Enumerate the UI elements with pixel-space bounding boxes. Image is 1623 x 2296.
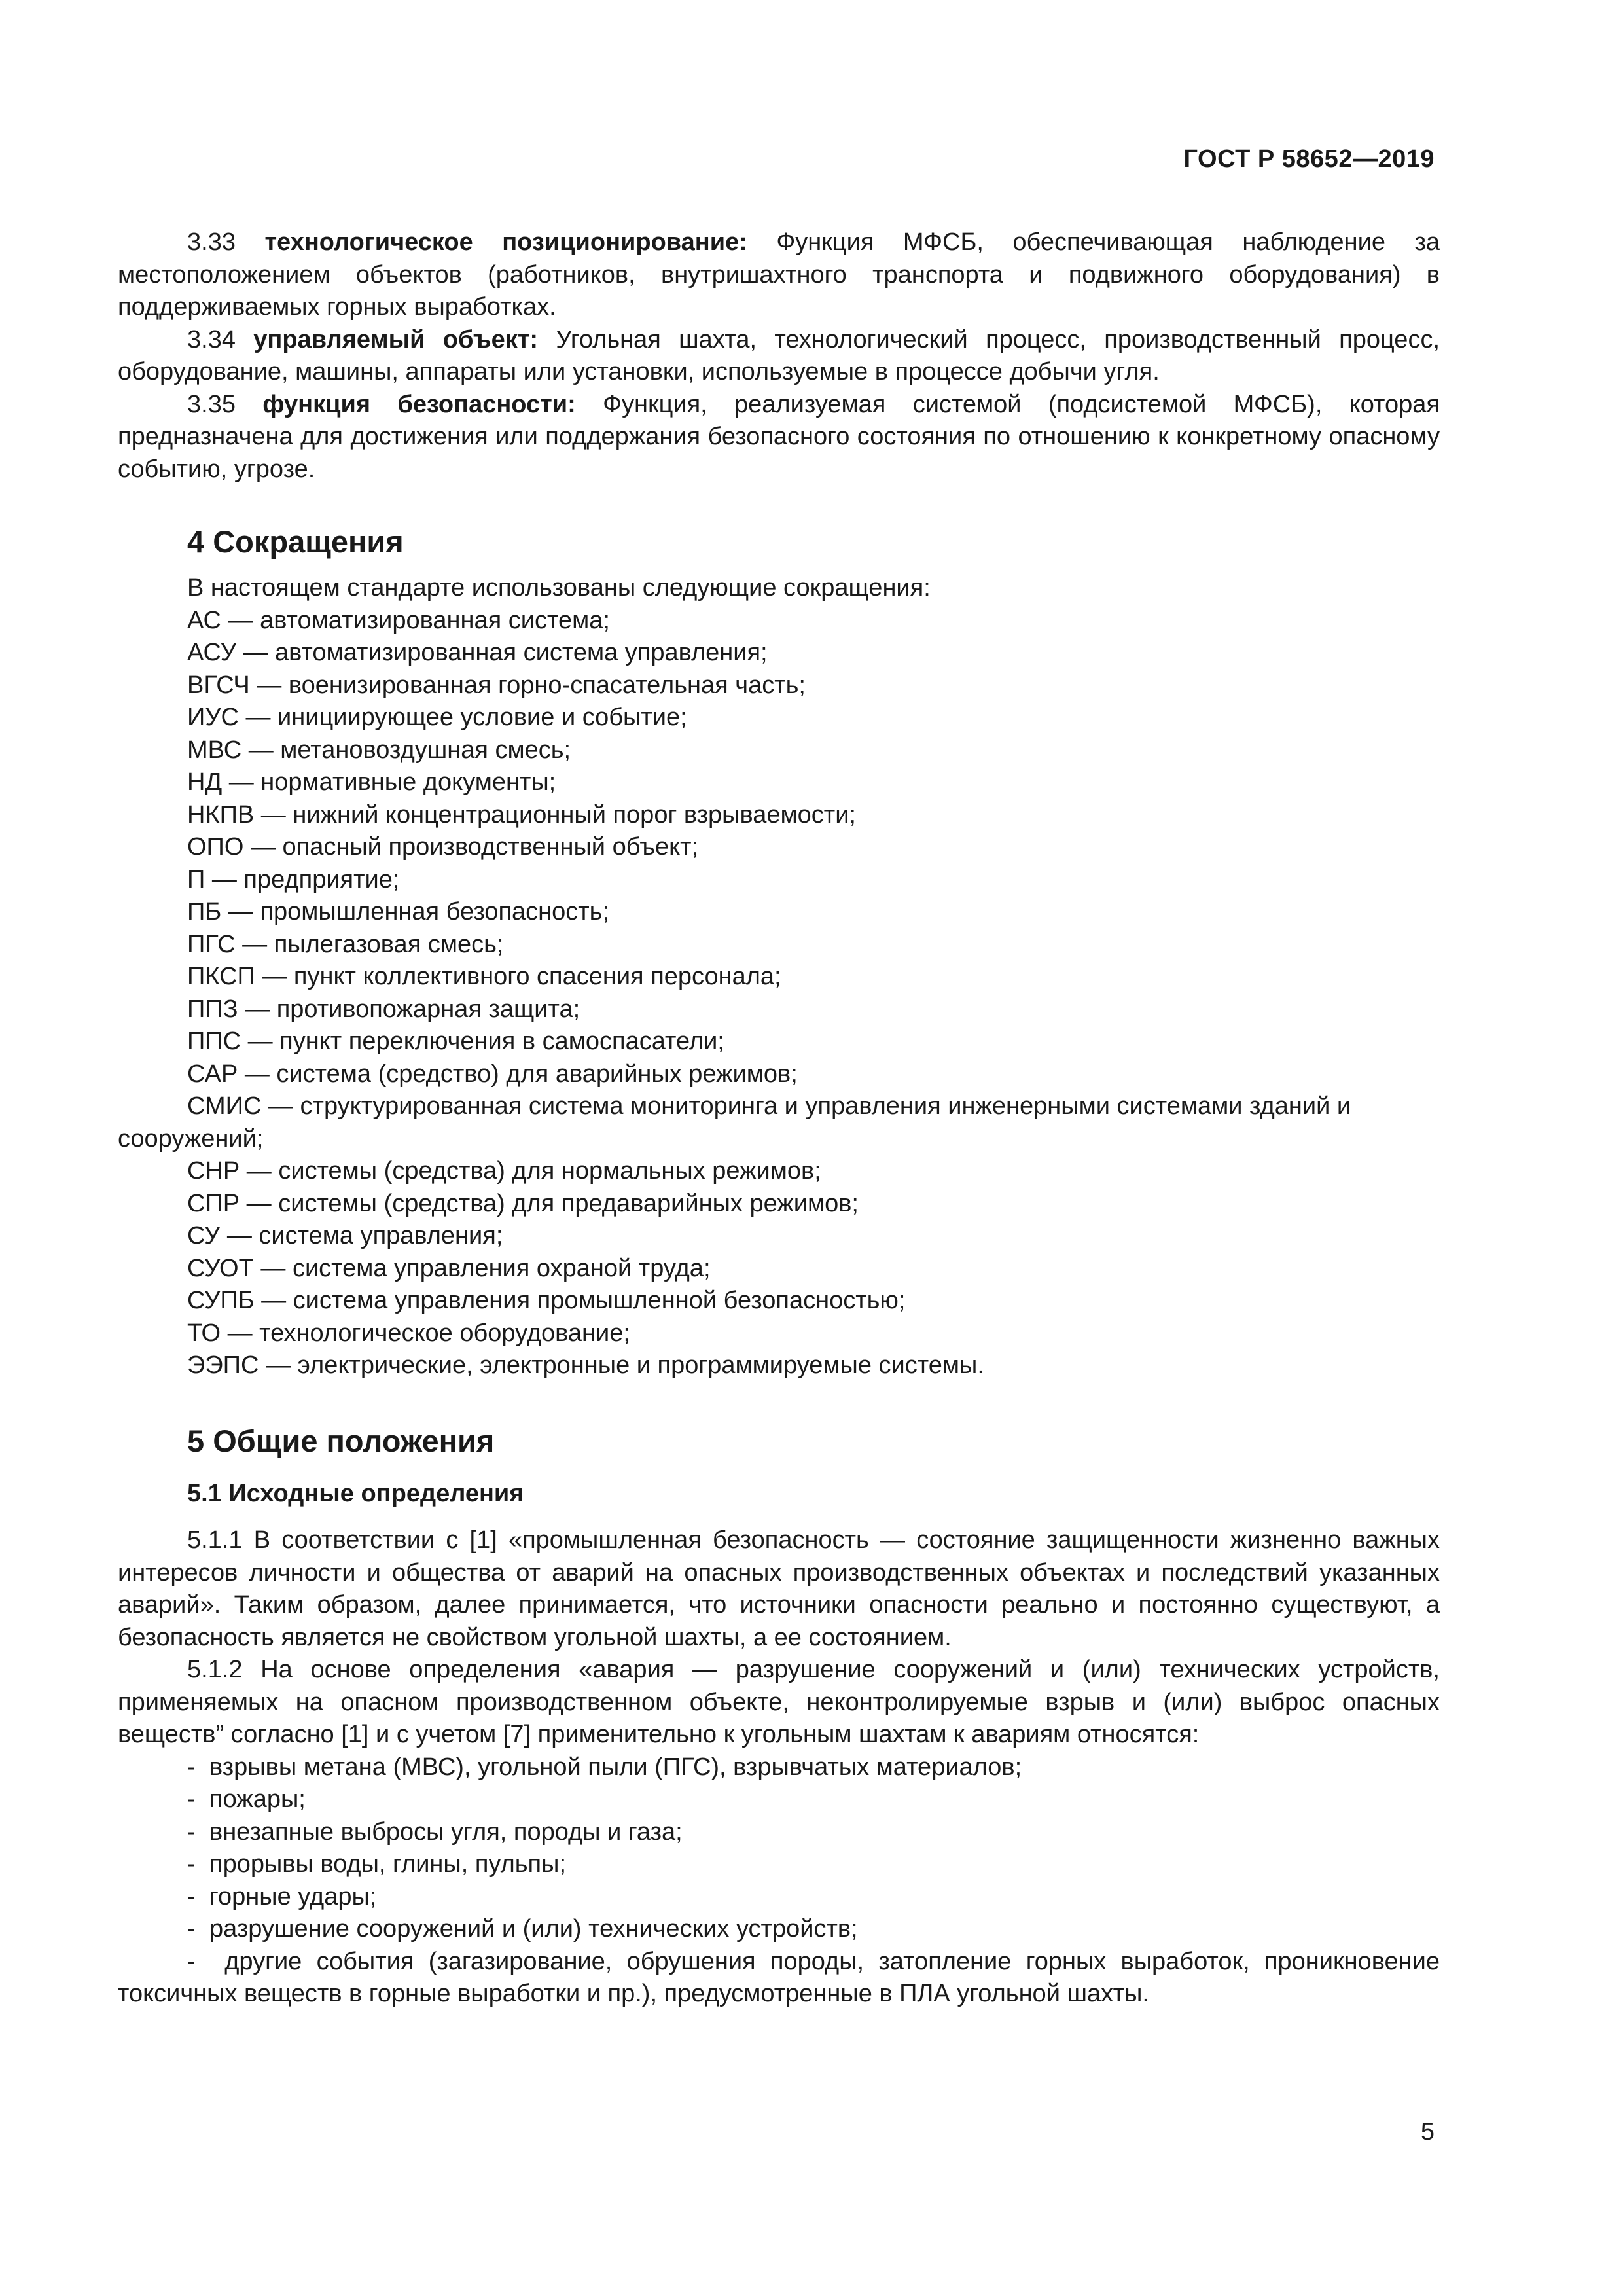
abbreviations-intro: В настоящем стандарте использованы следующие сокращения: — [187, 574, 931, 601]
definition-term: управляемый объект: — [253, 325, 539, 353]
list-item — [118, 1913, 1440, 1946]
definition-term: функция безопасности: — [262, 390, 576, 418]
definition-text: Функция МФСБ, обеспечивающая наблюдение за местоположением объектов (работников, внутришахтного транспорта и подвижного оборудования) в поддерживаемых горных выработках. — [118, 228, 1440, 321]
list-item-text: разрушение сооружений и (или) технических устройств; — [209, 1915, 858, 1943]
dash-marker: - — [187, 1947, 196, 1975]
dash-marker: - — [187, 1785, 196, 1813]
abbreviation-item: МВС — метановоздушная смесь; — [187, 736, 571, 764]
dash-marker: - — [187, 1882, 196, 1910]
abbreviation-item: НД — нормативные документы; — [187, 768, 556, 796]
definition-number: 3.34 — [187, 325, 236, 353]
definition-term: технологическое позиционирование: — [264, 228, 747, 256]
list-item-text: взрывы метана (МВС), угольной пыли (ПГС), взрывчатых материалов; — [209, 1753, 1022, 1781]
abbreviation-item: ПКСП — пункт коллективного спасения персонала; — [187, 963, 781, 990]
abbreviation-item: САР — система (средство) для аварийных режимов; — [187, 1060, 798, 1088]
definition-number: 3.35 — [187, 390, 236, 418]
definition-text: Угольная шахта, технологический процесс, производственный процесс, оборудование, машины, аппараты или установки, используемые в процессе добычи угля. — [118, 325, 1440, 386]
abbreviation-item: АСУ — автоматизированная система управления; — [187, 639, 768, 666]
section-4-heading: 4 Сокращения — [187, 524, 404, 559]
abbreviation-item: СУОТ — система управления охраной труда; — [187, 1254, 711, 1282]
definition-3-34 — [118, 324, 1440, 389]
abbreviation-item: СНР — системы (средства) для нормальных режимов; — [187, 1157, 821, 1185]
dash-marker: - — [187, 1753, 196, 1781]
list-item — [118, 1946, 1440, 2011]
list-item-text: прорывы воды, глины, пульпы; — [209, 1850, 567, 1878]
abbreviation-item: АС — автоматизированная система; — [187, 606, 610, 634]
abbreviation-item: ППЗ — противопожарная защита; — [187, 995, 580, 1023]
list-item-text: другие события (загазирование, обрушения породы, затопление горных выработок, проникновение токсичных веществ в горные выработки и пр.), предусмотренные в ПЛА угольной шахты. — [118, 1947, 1440, 2007]
dash-marker: - — [187, 1850, 196, 1878]
abbreviation-item: П — предприятие; — [187, 865, 400, 893]
abbreviation-item: СМИС — структурированная система мониторинга и управления инженерными системами зданий и сооружений; — [118, 1092, 1351, 1153]
abbreviation-item: ППС — пункт переключения в самоспасатели; — [187, 1028, 724, 1055]
list-item-text: внезапные выбросы угля, породы и газа; — [209, 1818, 683, 1846]
abbreviation-item: СУПБ — система управления промышленной безопасностью; — [187, 1287, 906, 1314]
abbreviation-item: ВГСЧ — военизированная горно-спасательная часть; — [187, 671, 806, 699]
paragraph-5-1-2: 5.1.2 На основе определения «авария — разрушение сооружений и (или) технических устройств, применяемых на опасном производственном объекте, неконтролируемые взрыв и (или) выброс опасных веществ” согласно [1] и с учетом [7] применительно к угольным шахтам к авариям относятся: — [118, 1656, 1440, 1748]
list-item — [118, 1848, 1440, 1881]
definition-text: Функция, реализуемая системой (подсистемой МФСБ), которая предназначена для достижения или поддержания безопасного состояния по отношению к конкретному опасному событию, угрозе. — [118, 390, 1440, 483]
abbreviation-item: ОПО — опасный производственный объект; — [187, 833, 699, 861]
list-item-text: горные удары; — [209, 1882, 377, 1910]
document-code: ГОСТ Р 58652—2019 — [1183, 145, 1435, 173]
abbreviation-item: ЭЭПС — электрические, электронные и программируемые системы. — [187, 1352, 984, 1379]
paragraph-5-1-1: 5.1.1 В соответствии с [1] «промышленная безопасность — состояние защищенности жизненно важных интересов личности и общества от аварий на опасных производственных объектах и последствий указанных аварий». Таким образом, далее принимается, что источники опасности реально и постоянно существуют, а безопасность является не свойством угольной шахты, а ее состоянием. — [118, 1526, 1440, 1651]
definition-number: 3.33 — [187, 228, 236, 256]
abbreviation-item: ТО — технологическое оборудование; — [187, 1319, 630, 1347]
list-item — [118, 1881, 1440, 1914]
list-item — [118, 1784, 1440, 1816]
abbreviation-item: СПР — системы (средства) для предаварийных режимов; — [187, 1189, 859, 1217]
dash-marker: - — [187, 1915, 196, 1943]
abbreviation-item: СУ — система управления; — [187, 1222, 503, 1249]
abbreviation-item: ПГС — пылегазовая смесь; — [187, 930, 504, 958]
list-item — [118, 1816, 1440, 1849]
abbreviation-item: ИУС — инициирующее условие и событие; — [187, 704, 687, 731]
list-item-text: пожары; — [209, 1785, 306, 1813]
abbreviation-item: ПБ — промышленная безопасность; — [187, 898, 610, 925]
list-item — [118, 1751, 1440, 1784]
definition-3-35 — [118, 389, 1440, 486]
subsection-5-1-heading: 5.1 Исходные определения — [187, 1479, 524, 1507]
dash-marker: - — [187, 1818, 196, 1846]
section-5-heading: 5 Общие положения — [187, 1423, 495, 1458]
definition-3-33 — [118, 226, 1440, 324]
abbreviation-item: НКПВ — нижний концентрационный порог взрываемости; — [187, 800, 856, 829]
page-number: 5 — [1420, 2118, 1435, 2145]
page-content — [118, 226, 1440, 2011]
